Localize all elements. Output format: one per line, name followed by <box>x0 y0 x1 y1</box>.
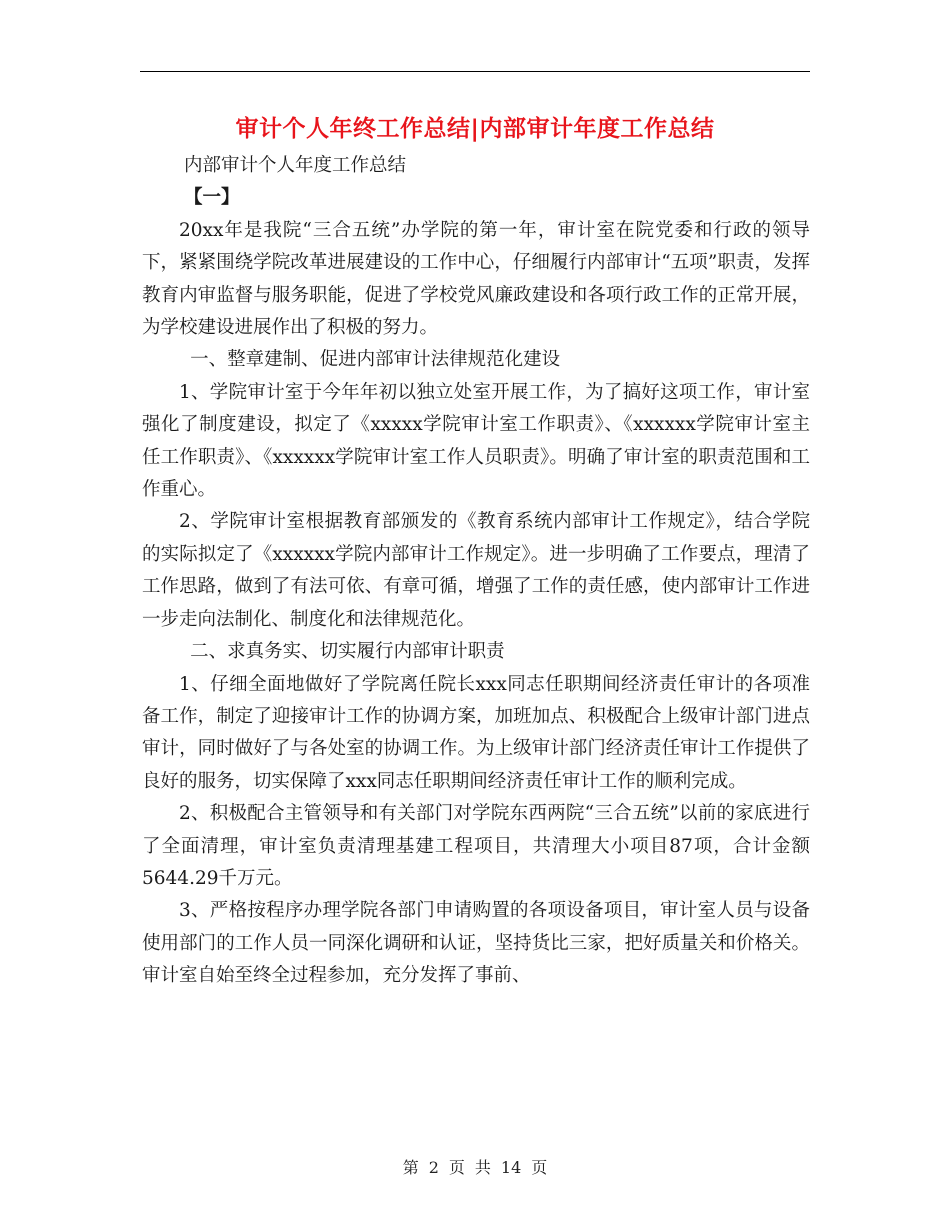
paragraph: 3、严格按程序办理学院各部门申请购置的各项设备项目，审计室人员与设备使用部门的工作人员一同深化调研和认证，坚持货比三家，把好质量关和价格关。审计室自始至终全过程参加，充分发挥了事前、 <box>142 900 810 987</box>
paragraph: 2、学院审计室根据教育部颁发的《教育系统内部审计工作规定》，结合学院的实际拟定了《xxxxxx学院内部审计工作规定》。进一步明确了工作要点，理清了工作思路，做到了有法可依、有章可循，增强了工作的责任感，使内部审计工作进一步走向法制化、制度化和法律规范化。 <box>142 511 810 630</box>
section-heading: 一、整章建制、促进内部审计法律规范化建设 <box>190 349 561 371</box>
paragraph: 2、积极配合主管领导和有关部门对学院东西两院“三合五统”以前的家底进行了全面清理，审计室负责清理基建工程项目，共清理大小项目87项，合计金额5644.29千万元。 <box>142 803 810 889</box>
section-marker: 【一】 <box>184 187 240 209</box>
page-footer <box>0 1155 950 1178</box>
footer-word: 共 <box>474 1158 491 1177</box>
footer-word: 页 <box>531 1158 548 1177</box>
header-rule <box>140 71 810 72</box>
page-number: 2 <box>428 1158 439 1177</box>
paragraph: 20xx年是我院“三合五统”办学院的第一年，审计室在院党委和行政的领导下，紧紧围绕学院改革进展建设的工作中心，仔细履行内部审计“五项”职责，发挥教育内审监督与服务职能，促进了学校党风廉政建设和各项行政工作的正常开展，为学校建设进展作出了积极的努力。 <box>142 219 810 339</box>
total-pages: 14 <box>500 1158 522 1177</box>
document-subtitle: 内部审计个人年度工作总结 <box>184 155 407 176</box>
footer-word: 页 <box>448 1158 465 1177</box>
paragraph: 1、学院审计室于今年年初以独立处室开展工作，为了搞好这项工作，审计室强化了制度建设，拟定了《xxxxx学院审计室工作职责》、《xxxxxx学院审计室主任工作职责》、《xxxxxx学院审计室工作人员职责》。明确了审计室的职责范围和工作重心。 <box>142 381 810 501</box>
document-title: 审计个人年终工作总结|内部审计年度工作总结 <box>235 116 715 142</box>
document-body <box>142 150 810 993</box>
paragraph: 1、仔细全面地做好了学院离任院长xxx同志任职期间经济责任审计的各项准备工作，制定了迎接审计工作的协调方案，加班加点、积极配合上级审计部门进点审计，同时做好了与各处室的协调工作。为上级审计部门经济责任审计工作提供了良好的服务，切实保障了xxx同志任职期间经济责任审计工作的顺利完成。 <box>142 673 810 792</box>
section-heading: 二、求真务实、切实履行内部审计职责 <box>190 641 505 663</box>
footer-word: 第 <box>402 1158 419 1177</box>
